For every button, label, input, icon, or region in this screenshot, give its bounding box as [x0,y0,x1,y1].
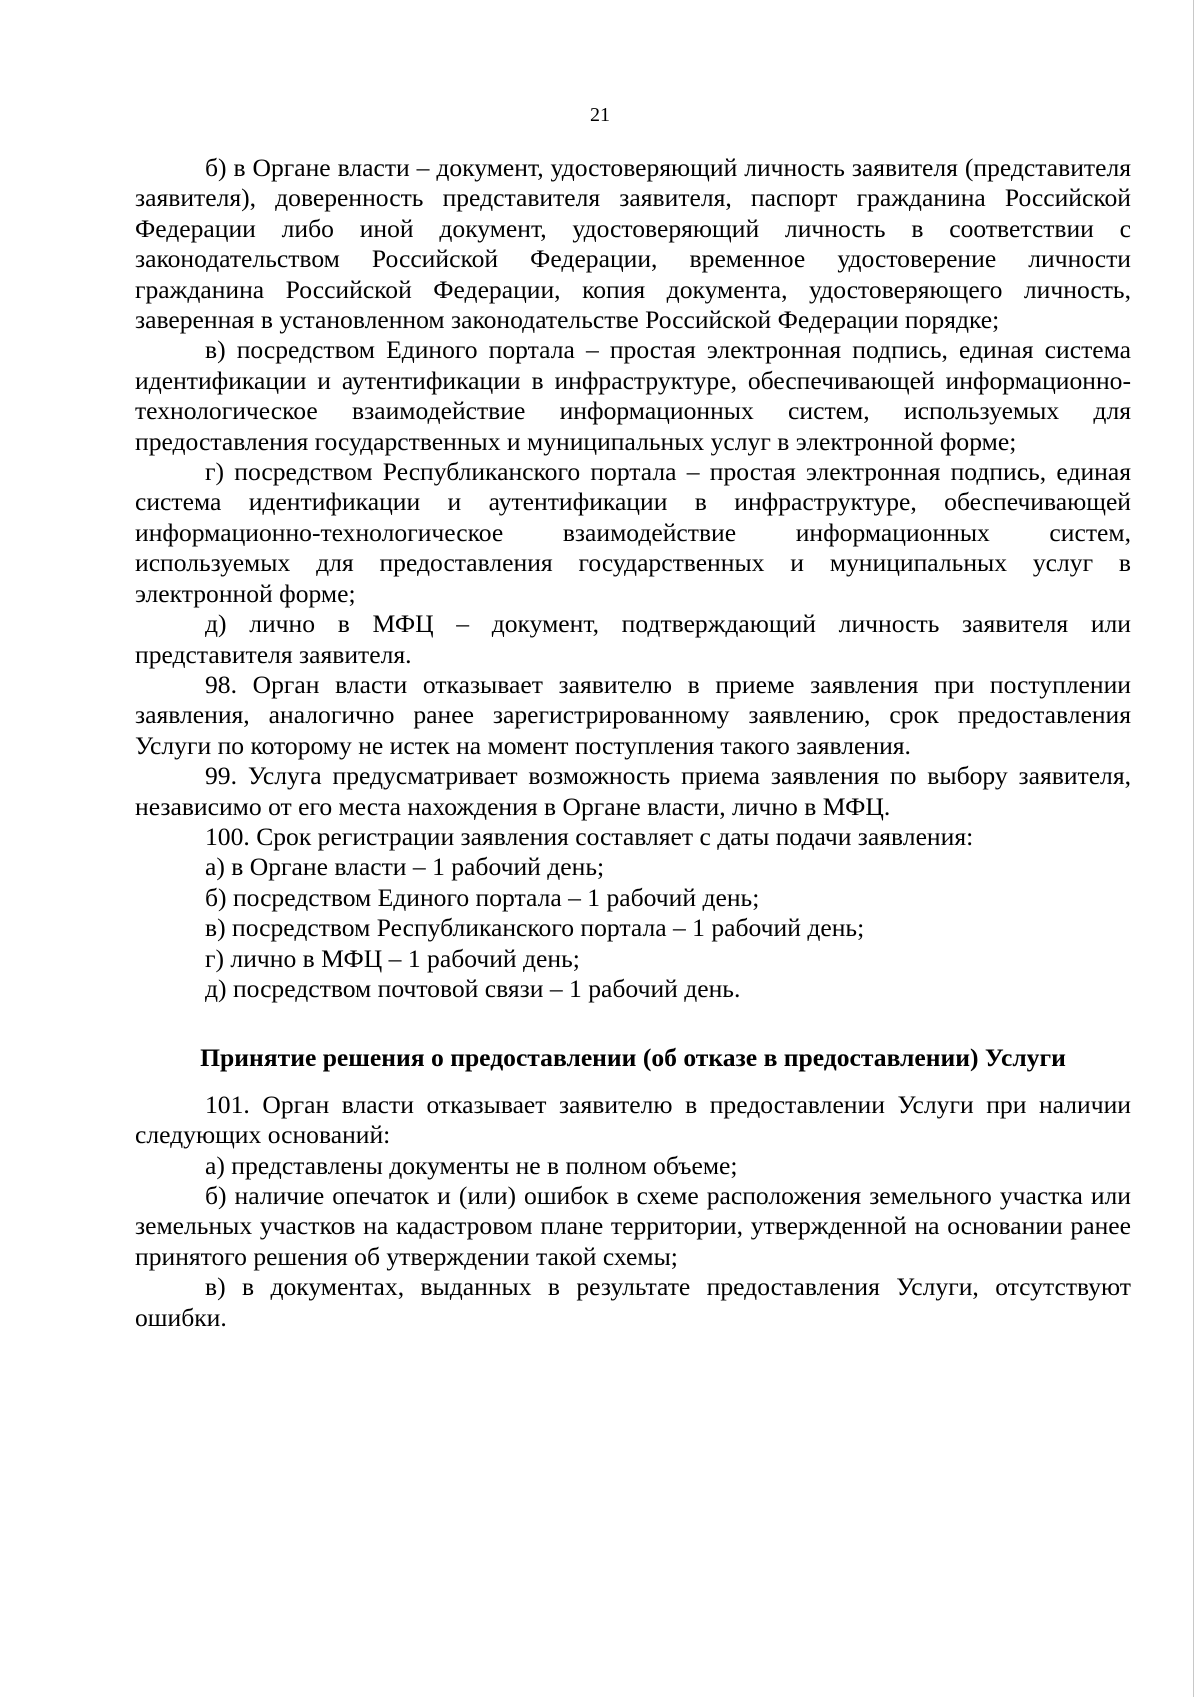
paragraph-v-edinyi-portal: в) посредством Единого портала – простая электронная подпись, единая система идентификации и аутентификации в инфраструктуре, обеспечивающей информационно-технологическое взаимодействие информационных систем, используемых для предоставления государственных и муниципальных услуг в электронной форме; [135,335,1131,456]
list-item-101-v: в) в документах, выданных в результате предоставления Услуги, отсутствуют ошибки. [135,1272,1131,1332]
paragraph-101: 101. Орган власти отказывает заявителю в предоставлении Услуги при наличии следующих оснований: [135,1089,1131,1150]
paragraph-99: 99. Услуга предусматривает возможность приема заявления по выбору заявителя, независимо от его места нахождения в Органе власти, лично в МФЦ. [135,761,1131,821]
paragraph-b-organ: б) в Органе власти – документ, удостоверяющий личность заявителя (представителя заявителя), доверенность представителя заявителя, паспорт гражданина Российской Федерации либо иной документ, удостоверяющий личность в соответствии с законодательством Российской Федерации, временное удостоверение личности гражданина Российской Федерации, копия документа, удостоверяющего личность, заверенная в установленном законодательстве Российской Федерации порядке; [135,153,1131,335]
section-heading: Принятие решения о предоставлении (об отказе в предоставлении) Услуги [200,1043,1066,1073]
paragraph-98: 98. Орган власти отказывает заявителю в приеме заявления при поступлении заявления, аналогично ранее зарегистрированному заявлению, срок предоставления Услуги по которому не истек на момент поступления такого заявления. [135,669,1131,760]
paragraph-100: 100. Срок регистрации заявления составляет с даты подачи заявления: [205,821,974,851]
document-body [135,153,1131,1333]
page-number: 21 [590,104,610,126]
paragraph-g-respublikanskii-portal: г) посредством Республиканского портала – простая электронная подпись, единая система идентификации и аутентификации в инфраструктуре, обеспечивающей информационно-технологическое взаимодействие информационных систем, используемых для предоставления государственных и муниципальных услуг в электронной форме; [135,457,1131,608]
list-item-101-a: а) представлены документы не в полном объеме; [205,1150,738,1180]
list-item-100-v: в) посредством Республиканского портала – 1 рабочий день; [205,913,865,943]
list-item-100-d: д) посредством почтовой связи – 1 рабочий день. [205,973,741,1003]
list-item-101-b: б) наличие опечаток и (или) ошибок в схеме расположения земельного участка или земельных участков на кадастровом плане территории, утвержденной на основании ранее принятого решения об утверждении такой схемы; [135,1181,1131,1271]
list-item-100-a: а) в Органе власти – 1 рабочий день; [205,852,605,882]
paragraph-d-mfc: д) лично в МФЦ – документ, подтверждающий личность заявителя или представителя заявителя. [135,609,1131,669]
list-item-100-g: г) лично в МФЦ – 1 рабочий день; [205,943,580,973]
list-item-100-b: б) посредством Единого портала – 1 рабочий день; [205,882,760,912]
scan-edge-line [1193,0,1194,1697]
